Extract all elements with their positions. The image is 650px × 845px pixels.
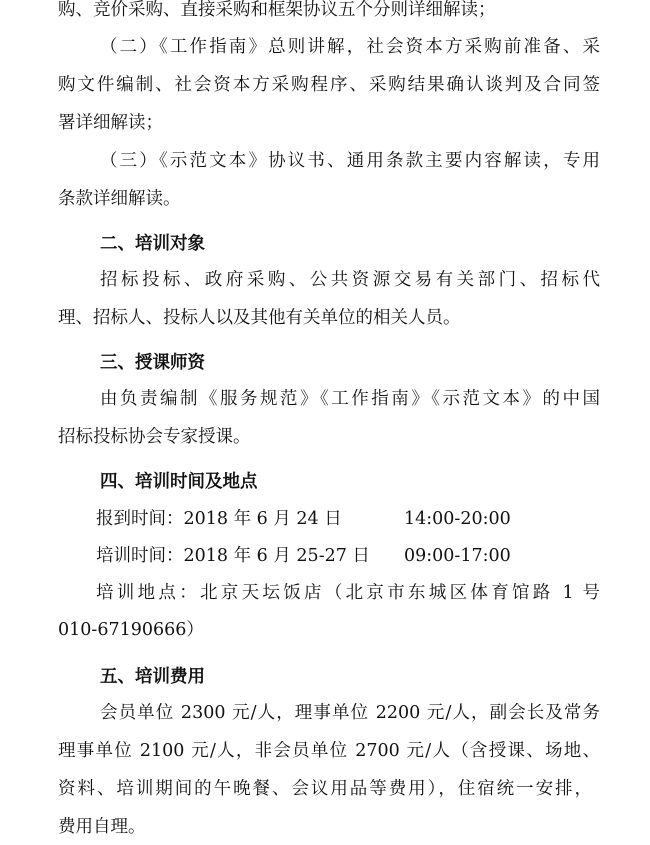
section4-heading: 四、培训时间及地点 — [100, 472, 258, 492]
training-label: 培训时间：2018 年 6 月 25-27 日 — [96, 546, 370, 566]
checkin-time: 14:00-20:00 — [404, 509, 511, 529]
training-time: 09:00-17:00 — [404, 546, 511, 566]
section3-heading: 三、授课师资 — [100, 353, 205, 373]
section1-item2-line1: （二）《工作指南》总则讲解，社会资本方采购前准备、采 — [100, 37, 600, 57]
section2-heading: 二、培训对象 — [100, 234, 205, 254]
section3-line1: 由负责编制《服务规范》《工作指南》《示范文本》的中国 — [100, 389, 600, 409]
section5-heading: 五、培训费用 — [100, 667, 205, 687]
venue-line1: 培训地点：北京天坛饭店（北京市东城区体育馆路 1 号 — [96, 583, 600, 603]
section5-line1: 会员单位 2300 元/人，理事单位 2200 元/人，副会长及常务 — [100, 703, 600, 723]
section1-item2-line3: 署详细解读； — [58, 113, 163, 133]
section2-line2: 理、招标人、投标人以及其他有关单位的相关人员。 — [58, 308, 461, 328]
section5-line2: 理事单位 2100 元/人，非会员单位 2700 元/人（含授课、场地、 — [58, 741, 600, 761]
section5-line4: 费用自理。 — [58, 817, 146, 837]
section3-line2: 招标投标协会专家授课。 — [58, 427, 251, 447]
checkin-label: 报到时间：2018 年 6 月 24 日 — [96, 509, 342, 529]
section1-item2-line2: 购文件编制、社会资本方采购程序、采购结果确认谈判及合同签 — [58, 75, 600, 95]
section1-item3-line2: 条款详细解读。 — [58, 189, 181, 209]
section1-item3-line1: （三）《示范文本》协议书、通用条款主要内容解读，专用 — [100, 151, 600, 171]
section1-line-a: 购、竞价采购、直接采购和框架协议五个分则详细解读； — [58, 0, 496, 20]
section5-line3: 资料、培训期间的午晚餐、会议用品等费用），住宿统一安排， — [58, 779, 592, 799]
section2-line1: 招标投标、政府采购、公共资源交易有关部门、招标代 — [100, 270, 600, 290]
venue-line2: 010-67190666） — [58, 620, 204, 640]
